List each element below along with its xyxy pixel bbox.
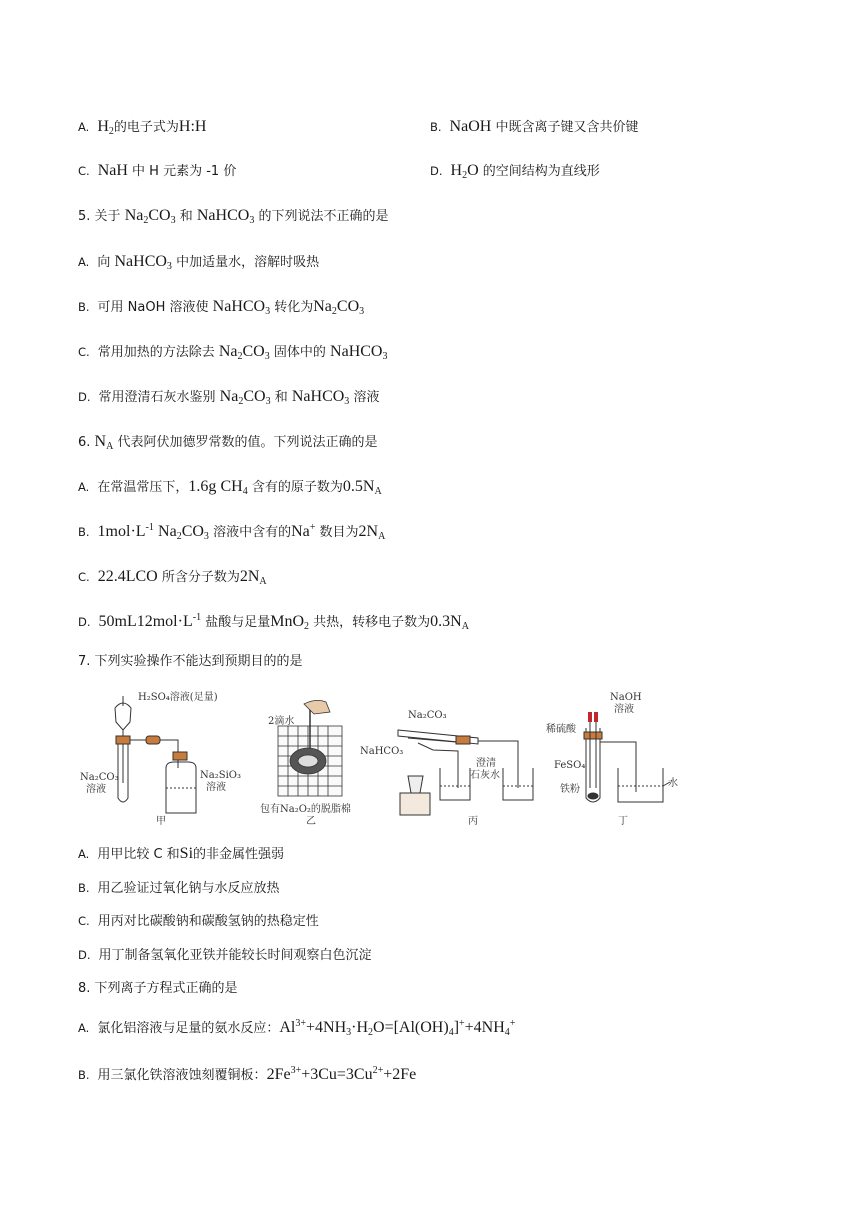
label-dilute-acid: 稀硫酸 xyxy=(546,724,576,735)
label-h2so4: H₂SO₄溶液(足量) xyxy=(138,692,218,703)
q4-option-d: D. $H_2O$ 的空间结构为直线形 xyxy=(430,162,600,181)
q4-option-c: C. NaH 中 H 元素为 -1 价 xyxy=(78,162,237,179)
apparatus-yi xyxy=(278,700,342,796)
q5-option-b: B. 可用 NaOH 溶液使 NaHCO$_3$ 转化为$Na_2CO_3$ xyxy=(78,298,365,317)
label-iron-powder: 铁粉 xyxy=(560,784,580,795)
caption-bing: 丙 xyxy=(468,816,478,827)
caption-jia: 甲 xyxy=(156,816,166,827)
q5-option-d: D. 常用澄清石灰水鉴别 $Na_2CO_3$ 和 NaHCO$_3$ 溶液 xyxy=(78,388,380,407)
q6-option-a: A. 在常温常压下，1.6g $CH_4$ 含有的原子数为$0.5N_A$ xyxy=(78,478,382,497)
q5-stem: 5. 关于 $Na_2CO_3$ 和 NaHCO$_3$ 的下列说法不正确的是 xyxy=(78,207,389,226)
q7-option-b: B. 用乙验证过氧化钠与水反应放热 xyxy=(78,881,280,896)
svg-text:石灰水: 石灰水 xyxy=(470,770,500,781)
label-na2sio3-sol: Na₂SiO₃ xyxy=(200,770,241,781)
q7-option-d: D. 用丁制备氢氧化亚铁并能较长时间观察白色沉淀 xyxy=(78,948,372,963)
q6-stem: 6. $N_A$ 代表阿伏加德罗常数的值。下列说法正确的是 xyxy=(78,433,378,452)
label-naoh-sol: NaOH xyxy=(610,692,642,703)
apparatus-ding xyxy=(584,712,670,802)
label-cotton: 包有Na₂O₂的脱脂棉 xyxy=(260,804,351,815)
q8-stem: 8. 下列离子方程式正确的是 xyxy=(78,981,238,996)
q7-stem: 7. 下列实验操作不能达到预期目的的是 xyxy=(78,654,303,669)
q7-option-c: C. 用丙对比碳酸钠和碳酸氢钠的热稳定性 xyxy=(78,914,319,929)
q6-option-d: D. $50mL12mol\cdot L^{-1}$ 盐酸与足量MnO$_2$ 共热，转移电子数为$0.3N_A$ xyxy=(78,612,469,632)
q6-option-c: C. 22.4LCO 所含分子数为$2N_A$ xyxy=(78,568,267,587)
q5-option-c: C. 常用加热的方法除去 $Na_2CO_3$ 固体中的 NaHCO$_3$ xyxy=(78,343,388,362)
h2o-formula: $H_2O$ xyxy=(450,162,479,181)
q5-option-a: A. 向 NaHCO$_3$ 中加适量水，溶解时吸热 xyxy=(78,253,320,272)
label-two-drops: 2滴水 xyxy=(268,716,295,727)
apparatus-bing xyxy=(398,730,533,815)
q7-option-a: A. 用甲比较 C 和Si的非金属性强弱 xyxy=(78,845,285,862)
q8-option-b: B. 用三氯化铁溶液蚀刻覆铜板：$2Fe^{3+}+3Cu=3Cu^{2+}+2Fe$ xyxy=(78,1065,417,1083)
h2-formula: $H_2$ xyxy=(97,118,114,137)
apparatus-diagram xyxy=(78,688,678,828)
svg-text:溶液: 溶液 xyxy=(614,704,634,715)
label-limewater: 澄清 xyxy=(476,758,496,769)
svg-text:溶液: 溶液 xyxy=(86,784,106,795)
q8-option-a: A. 氯化铝溶液与足量的氨水反应：$Al^{3+}+4NH_3\cdot H_2O=[Al(OH)_4]^++4NH_4^+$ xyxy=(78,1018,516,1038)
q4-option-b: B. NaOH 中既含离子键又含共价键 xyxy=(430,118,639,135)
label-nahco3: NaHCO₃ xyxy=(360,746,404,757)
label-feso4: FeSO₄ xyxy=(554,760,586,771)
label-na2co3: Na₂CO₃ xyxy=(408,710,447,721)
q6-option-b: B. $1mol\cdot L^{-1}$ $Na_2CO_3$ 溶液中含有的Na+ 数目为$2N_A$ xyxy=(78,522,386,542)
caption-yi: 乙 xyxy=(306,816,316,827)
label-na2co3-sol: Na₂CO₃ xyxy=(80,772,119,783)
caption-ding: 丁 xyxy=(618,816,628,827)
svg-text:溶液: 溶液 xyxy=(206,782,226,793)
q4-option-a: A. $H_2$的电子式为H:H xyxy=(78,118,207,137)
apparatus-jia xyxy=(115,696,196,813)
label-water: 水 xyxy=(668,778,678,789)
experiment-figure xyxy=(78,688,678,828)
